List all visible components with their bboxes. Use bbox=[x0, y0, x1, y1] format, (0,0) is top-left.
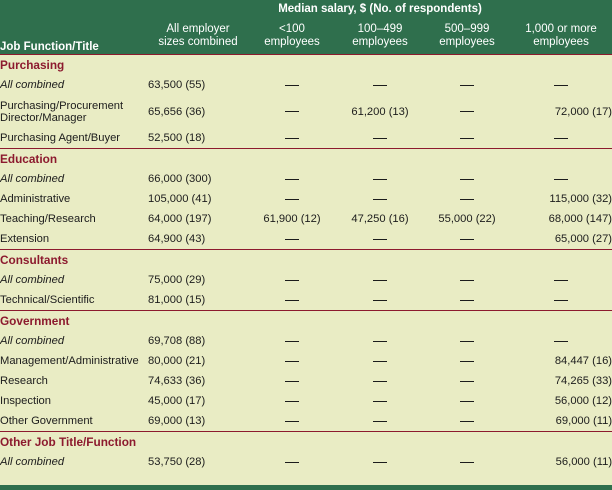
header-col-lt100: <100 employees bbox=[248, 18, 336, 55]
dash-mark bbox=[460, 138, 474, 139]
value-cell bbox=[424, 229, 510, 250]
value-cell bbox=[336, 290, 424, 311]
dash-mark bbox=[554, 138, 568, 139]
header-col-100-499: 100–499 employees bbox=[336, 18, 424, 55]
value-cell: 80,000 (21) bbox=[148, 355, 206, 367]
row-label: Management/Administrative bbox=[0, 355, 139, 367]
header-group-row bbox=[0, 0, 612, 18]
value-cell bbox=[424, 452, 510, 472]
row-label: Teaching/Research bbox=[0, 213, 96, 225]
dash-mark bbox=[460, 300, 474, 301]
value-cell: 63,500 (55) bbox=[148, 79, 206, 91]
value-cell: 47,250 (16) bbox=[351, 213, 409, 225]
row-label: Research bbox=[0, 375, 48, 387]
row-label: All combined bbox=[0, 335, 65, 347]
dash-mark bbox=[373, 462, 387, 463]
row-label: Purchasing/Procurement Director/Manager bbox=[0, 99, 124, 124]
value-cell: 115,000 (32) bbox=[549, 193, 612, 205]
value-cell: 68,000 (147) bbox=[548, 213, 612, 225]
value-cell bbox=[424, 169, 510, 189]
dash-mark bbox=[460, 239, 474, 240]
header-col-1000-plus: 1,000 or more employees bbox=[510, 18, 612, 55]
section-header-row bbox=[0, 55, 612, 76]
value-cell: 64,900 (43) bbox=[148, 233, 206, 245]
value-cell bbox=[248, 452, 336, 472]
dash-mark bbox=[373, 361, 387, 362]
section-title: Other Job Title/Function bbox=[0, 432, 612, 453]
dash-mark bbox=[460, 421, 474, 422]
row-label: Purchasing Agent/Buyer bbox=[0, 132, 121, 144]
table-row bbox=[0, 452, 612, 472]
row-label: All combined bbox=[0, 173, 65, 185]
dash-mark bbox=[285, 138, 299, 139]
dash-mark bbox=[285, 85, 299, 86]
dash-mark bbox=[460, 401, 474, 402]
dash-mark bbox=[373, 341, 387, 342]
value-cell bbox=[336, 189, 424, 209]
value-cell bbox=[248, 95, 336, 128]
header-col-500-999: 500–999 employees bbox=[424, 18, 510, 55]
value-cell bbox=[248, 351, 336, 371]
value-cell bbox=[510, 331, 612, 351]
value-cell bbox=[336, 229, 424, 250]
value-cell bbox=[510, 270, 612, 290]
value-cell: 64,000 (197) bbox=[148, 213, 212, 225]
value-cell bbox=[248, 391, 336, 411]
table-row bbox=[0, 351, 612, 371]
value-cell bbox=[424, 391, 510, 411]
value-cell: 69,000 (13) bbox=[148, 415, 206, 427]
value-cell: 69,000 (11) bbox=[555, 415, 612, 427]
value-cell bbox=[336, 411, 424, 432]
dash-mark bbox=[285, 111, 299, 112]
value-cell bbox=[424, 290, 510, 311]
value-cell: 61,900 (12) bbox=[263, 213, 321, 225]
value-cell bbox=[336, 169, 424, 189]
value-cell bbox=[424, 128, 510, 149]
table-row bbox=[0, 331, 612, 351]
row-label: All combined bbox=[0, 79, 65, 91]
table-row bbox=[0, 95, 612, 128]
value-cell bbox=[510, 290, 612, 311]
section-title: Government bbox=[0, 311, 612, 332]
dash-mark bbox=[285, 300, 299, 301]
value-cell: 81,000 (15) bbox=[148, 294, 206, 306]
dash-mark bbox=[373, 85, 387, 86]
dash-mark bbox=[373, 179, 387, 180]
dash-mark bbox=[373, 381, 387, 382]
header-columns-row bbox=[0, 18, 612, 55]
header-row-label: Job Function/Title bbox=[0, 18, 148, 55]
dash-mark bbox=[373, 280, 387, 281]
value-cell: 56,000 (12) bbox=[554, 395, 612, 407]
section-header-row bbox=[0, 250, 612, 271]
value-cell bbox=[336, 128, 424, 149]
dash-mark bbox=[285, 179, 299, 180]
value-cell bbox=[336, 331, 424, 351]
dash-mark bbox=[460, 361, 474, 362]
dash-mark bbox=[373, 300, 387, 301]
row-label: Administrative bbox=[0, 193, 71, 205]
value-cell bbox=[510, 169, 612, 189]
value-cell bbox=[248, 411, 336, 432]
value-cell bbox=[424, 411, 510, 432]
value-cell bbox=[336, 75, 424, 95]
dash-mark bbox=[373, 138, 387, 139]
table-row bbox=[0, 391, 612, 411]
table-row bbox=[0, 229, 612, 250]
dash-mark bbox=[460, 462, 474, 463]
value-cell bbox=[248, 331, 336, 351]
dash-mark bbox=[554, 179, 568, 180]
value-cell bbox=[424, 331, 510, 351]
value-cell bbox=[248, 169, 336, 189]
value-cell: 84,447 (16) bbox=[554, 355, 612, 367]
value-cell bbox=[248, 229, 336, 250]
value-cell bbox=[424, 351, 510, 371]
value-cell: 61,200 (13) bbox=[351, 105, 409, 118]
dash-mark bbox=[285, 361, 299, 362]
dash-mark bbox=[460, 85, 474, 86]
row-label: Technical/Scientific bbox=[0, 294, 95, 306]
value-cell: 45,000 (17) bbox=[148, 395, 206, 407]
table-row bbox=[0, 189, 612, 209]
value-cell bbox=[248, 290, 336, 311]
value-cell bbox=[336, 270, 424, 290]
row-label: Inspection bbox=[0, 395, 51, 407]
section-header-row bbox=[0, 432, 612, 453]
value-cell bbox=[336, 452, 424, 472]
header-group-title: Median salary, $ (No. of respondents) bbox=[148, 0, 612, 18]
table-row bbox=[0, 411, 612, 432]
table-row bbox=[0, 128, 612, 149]
dash-mark bbox=[554, 300, 568, 301]
dash-mark bbox=[460, 381, 474, 382]
dash-mark bbox=[460, 341, 474, 342]
dash-mark bbox=[285, 381, 299, 382]
dash-mark bbox=[285, 462, 299, 463]
table-row bbox=[0, 290, 612, 311]
footer-bar bbox=[0, 485, 612, 490]
dash-mark bbox=[554, 341, 568, 342]
value-cell: 72,000 (17) bbox=[554, 105, 612, 118]
dash-mark bbox=[373, 421, 387, 422]
dash-mark bbox=[285, 401, 299, 402]
value-cell: 52,500 (18) bbox=[148, 132, 206, 144]
value-cell bbox=[424, 75, 510, 95]
section-title: Consultants bbox=[0, 250, 612, 271]
value-cell: 56,000 (11) bbox=[555, 456, 612, 468]
row-label: All combined bbox=[0, 456, 65, 468]
header-blank-cell bbox=[0, 0, 148, 18]
dash-mark bbox=[554, 280, 568, 281]
dash-mark bbox=[460, 280, 474, 281]
value-cell: 55,000 (22) bbox=[438, 213, 496, 225]
value-cell: 69,708 (88) bbox=[148, 335, 206, 347]
dash-mark bbox=[373, 401, 387, 402]
value-cell bbox=[336, 371, 424, 391]
dash-mark bbox=[373, 199, 387, 200]
dash-mark bbox=[285, 421, 299, 422]
dash-mark bbox=[285, 341, 299, 342]
value-cell: 65,000 (27) bbox=[554, 233, 612, 245]
value-cell bbox=[510, 128, 612, 149]
table-row bbox=[0, 209, 612, 229]
table-row bbox=[0, 169, 612, 189]
dash-mark bbox=[373, 239, 387, 240]
dash-mark bbox=[460, 199, 474, 200]
value-cell bbox=[424, 95, 510, 128]
dash-mark bbox=[554, 85, 568, 86]
table-row bbox=[0, 75, 612, 95]
value-cell bbox=[424, 270, 510, 290]
dash-mark bbox=[285, 239, 299, 240]
value-cell bbox=[248, 75, 336, 95]
section-title: Education bbox=[0, 149, 612, 170]
value-cell bbox=[248, 128, 336, 149]
value-cell: 74,265 (33) bbox=[554, 375, 612, 387]
dash-mark bbox=[460, 111, 474, 112]
section-header-row bbox=[0, 149, 612, 170]
row-label: Extension bbox=[0, 233, 50, 245]
value-cell bbox=[424, 189, 510, 209]
value-cell bbox=[424, 371, 510, 391]
section-title: Purchasing bbox=[0, 55, 612, 76]
row-label: Other Government bbox=[0, 415, 93, 427]
value-cell bbox=[248, 189, 336, 209]
value-cell bbox=[248, 371, 336, 391]
header-col-all-sizes: All employer sizes combined bbox=[148, 18, 248, 55]
value-cell bbox=[510, 75, 612, 95]
value-cell: 65,656 (36) bbox=[148, 105, 206, 118]
row-label: All combined bbox=[0, 274, 65, 286]
value-cell bbox=[336, 391, 424, 411]
value-cell bbox=[248, 270, 336, 290]
value-cell: 75,000 (29) bbox=[148, 274, 206, 286]
dash-mark bbox=[285, 199, 299, 200]
value-cell: 53,750 (28) bbox=[148, 456, 206, 468]
value-cell: 105,000 (41) bbox=[148, 193, 212, 205]
section-header-row bbox=[0, 311, 612, 332]
dash-mark bbox=[460, 179, 474, 180]
value-cell: 66,000 (300) bbox=[148, 173, 212, 185]
table-row bbox=[0, 270, 612, 290]
value-cell bbox=[336, 351, 424, 371]
table-row bbox=[0, 371, 612, 391]
value-cell: 74,633 (36) bbox=[148, 375, 206, 387]
dash-mark bbox=[285, 280, 299, 281]
